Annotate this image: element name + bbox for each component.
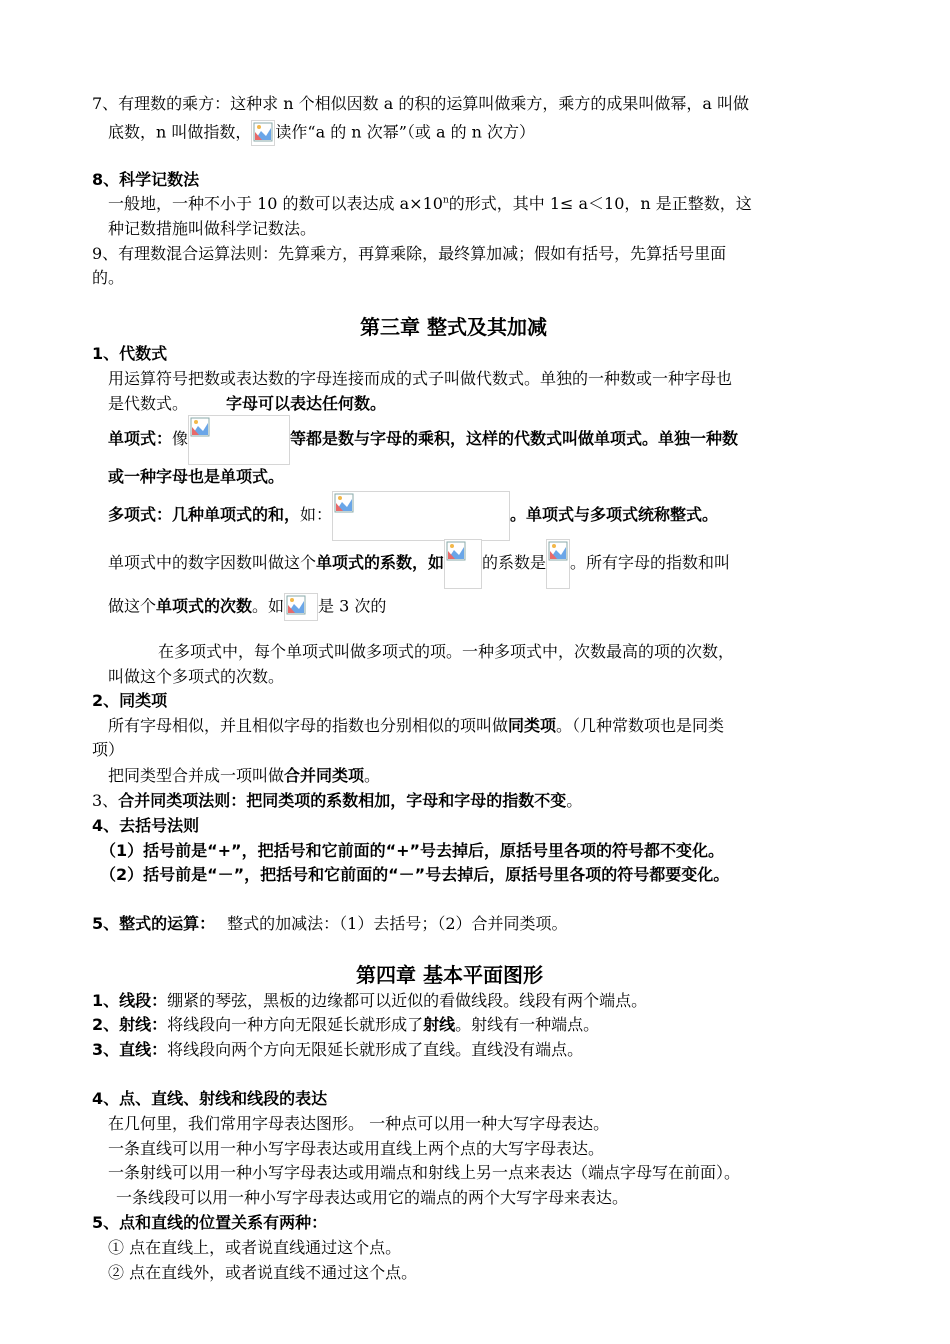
degree-a: 做这个 <box>108 596 157 616</box>
image-placeholder-icon <box>188 415 290 465</box>
ch3-s1-line2-b: 字母可以表达任何数。 <box>226 394 387 413</box>
ch3-s2-line1-a: 所有字母相似，并且相似字母的指数也分别相似的项叫做 <box>108 716 509 735</box>
polynomial-line <box>108 490 718 541</box>
ch3-s5-text: 整式的加减法：（1）去括号；（2）合并同类项。 <box>227 914 568 933</box>
monomial-b: 等都是数与字母的乘积，这样的代数式叫做单项式。单独一种数 <box>290 429 739 448</box>
ch3-s5-title: 5、整式的运算： <box>92 914 216 933</box>
ch4-l3 <box>92 1039 583 1061</box>
ch3-s2-title: 2、同类项 <box>92 691 168 710</box>
image-placeholder-icon <box>251 120 275 146</box>
ch4-s5-item2: ② 点在直线外，或者说直线不通过这个点。 <box>108 1263 418 1282</box>
s7-line2 <box>108 120 535 146</box>
s8-exponent: n <box>442 195 449 206</box>
ch3-s1-line2 <box>108 393 386 415</box>
ch3-s2-line3-b: 合并同类项 <box>284 766 365 785</box>
coefficient-b: 单项式的系数，如 <box>316 553 445 572</box>
monomial-label: 单项式： <box>108 429 173 448</box>
ch3-s3-line <box>92 790 582 812</box>
coefficient-c: 的系数是 <box>482 553 547 572</box>
term-line2: 叫做这个多项式的次数。 <box>108 667 285 686</box>
ch3-s4-title: 4、去括号法则 <box>92 816 200 835</box>
ch3-s2-line1 <box>108 715 724 737</box>
degree-d: 是 3 次的 <box>318 596 387 616</box>
ch3-s4-item1: （1）括号前是“+”，把括号和它前面的“+”号去掉后，原括号里各项的符号都不变化。 <box>100 841 725 860</box>
coefficient-d: 。所有字母的指数和叫 <box>570 553 731 572</box>
ch4-l3-label: 3、直线： <box>92 1040 168 1059</box>
ch3-s1-line1: 用运算符号把数或表达数的字母连接而成的式子叫做代数式。单独的一种数或一种字母也 <box>108 369 733 388</box>
coefficient-a: 单项式中的数字因数叫做这个 <box>108 553 317 572</box>
ch4-l2-text-b: 射线 <box>423 1015 456 1034</box>
ch3-s3-end: 。 <box>566 791 583 810</box>
s9-line1: 9、有理数混合运算法则：先算乘方，再算乘除，最终算加减；假如有括号，先算括号里面 <box>92 244 727 263</box>
ch3-s2-line3 <box>108 765 380 787</box>
ch3-s2-line2: 项） <box>92 740 125 759</box>
s8-title: 8、科学记数法 <box>92 170 200 189</box>
s8-line1-a: 一般地，一种不小于 10 的数可以表达成 a×10 <box>108 194 443 213</box>
ch4-s4-line4: 一条线段可以用一种小写字母表达或用它的端点的两个大写字母来表达。 <box>116 1188 629 1207</box>
ch3-s3-num: 3、 <box>92 791 119 810</box>
polynomial-a: 如： <box>300 505 333 524</box>
ch4-s5-title: 5、点和直线的位置关系有两种： <box>92 1213 328 1232</box>
degree-b: 单项式的次数 <box>156 596 253 616</box>
chapter4-title: 第四章 基本平面图形 <box>356 963 543 987</box>
s8-line2: 种记数措施叫做科学记数法。 <box>108 219 317 238</box>
s8-line1 <box>108 193 752 215</box>
ch3-s5-line <box>92 913 568 935</box>
polynomial-b: 。单项式与多项式统称整式。 <box>510 505 719 524</box>
ch4-l1-text: 绷紧的琴弦，黑板的边缘都可以近似的看做线段。线段有两个端点。 <box>167 991 648 1010</box>
s8-line1-b: 的形式，其中 1≤ a＜10，n 是正整数，这 <box>448 194 752 213</box>
ch3-s1-title: 1、代数式 <box>92 344 168 363</box>
ch4-s5-item1: ① 点在直线上，或者说直线通过这个点。 <box>108 1238 402 1257</box>
ch4-l1 <box>92 990 647 1012</box>
image-placeholder-icon <box>284 593 318 621</box>
term-line1: 在多项式中，每个单项式叫做多项式的项。一种多项式中，次数最高的项的次数， <box>158 642 735 661</box>
s7-line2-b: 读作“a 的 n 次幂”（或 a 的 n 次方） <box>275 122 536 142</box>
ch3-s2-line1-c: 。（几种常数项也是同类 <box>556 716 725 735</box>
monomial-a: 像 <box>172 429 189 448</box>
polynomial-label: 多项式：几种单项式的和， <box>108 505 301 524</box>
s7-line2-a: 底数，n 叫做指数， <box>108 122 252 142</box>
ch4-s4-line2: 一条直线可以用一种小写字母表达或用直线上两个点的大写字母表达。 <box>108 1139 605 1158</box>
s7-line1: 7、有理数的乘方：这种求 n 个相似因数 a 的积的运算叫做乘方，乘方的成果叫做幂，a 叫做 <box>92 94 749 113</box>
image-placeholder-icon <box>444 539 482 589</box>
ch3-s2-line3-c: 。 <box>364 766 381 785</box>
image-placeholder-icon <box>546 539 570 589</box>
s9-line2: 的。 <box>92 268 125 287</box>
ch3-s2-line3-a: 把同类型合并成一项叫做 <box>108 766 285 785</box>
degree-line <box>108 593 386 621</box>
ch3-s1-line2-a: 是代数式。 <box>108 394 189 413</box>
ch4-l2-label: 2、射线： <box>92 1015 168 1034</box>
ch4-l2-text-c: 。射线有一种端点。 <box>455 1015 600 1034</box>
monomial-line1 <box>108 414 738 465</box>
monomial-line2: 或一种字母也是单项式。 <box>108 467 285 486</box>
degree-c: 。如 <box>252 596 285 616</box>
ch4-l2-text-a: 将线段向一种方向无限延长就形成了 <box>167 1015 424 1034</box>
chapter3-title: 第三章 整式及其加减 <box>360 315 547 339</box>
ch4-s4-line1: 在几何里，我们常用字母表达图形。 一种点可以用一种大写字母表达。 <box>108 1114 610 1133</box>
ch3-s3-text: 合并同类项法则：把同类项的系数相加，字母和字母的指数不变 <box>118 791 567 810</box>
ch4-s4-title: 4、点、直线、射线和线段的表达 <box>92 1089 328 1108</box>
ch4-l1-label: 1、线段： <box>92 991 168 1010</box>
coefficient-line <box>108 538 730 589</box>
ch4-s4-line3: 一条射线可以用一种小写字母表达或用端点和射线上另一点来表达（端点字母写在前面）。 <box>108 1163 741 1182</box>
ch3-s4-item2: （2）括号前是“－”，把括号和它前面的“－”号去掉后，原括号里各项的符号都要变化。 <box>100 865 730 884</box>
ch4-l3-text: 将线段向两个方向无限延长就形成了直线。直线没有端点。 <box>167 1040 584 1059</box>
ch4-l2 <box>92 1014 599 1036</box>
ch3-s2-line1-b: 同类项 <box>508 716 557 735</box>
image-placeholder-icon <box>332 491 510 541</box>
